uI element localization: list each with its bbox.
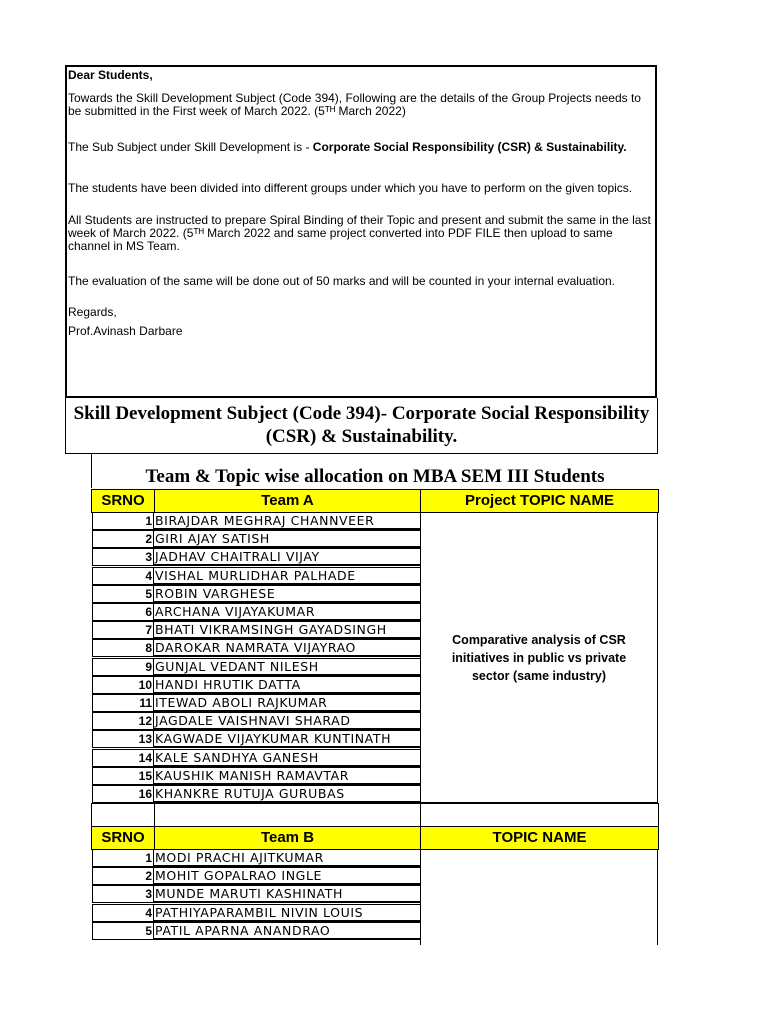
team-a-member-srno: 13 [92, 730, 154, 748]
regards: Regards, [68, 305, 117, 319]
team-a-member-srno: 11 [92, 694, 154, 712]
team-a-member-row [92, 512, 421, 530]
team-b-topic-header: TOPIC NAME [420, 826, 659, 850]
team-a-member-name: ITEWAD ABOLI RAJKUMAR [154, 694, 421, 712]
team-a-member-name: BHATI VIKRAMSINGH GAYADSINGH [154, 621, 421, 639]
team-a-member-name: KAGWADE VIJAYKUMAR KUNTINATH [154, 730, 421, 748]
team-a-member-row [92, 603, 421, 621]
team-b-member-srno: 1 [92, 849, 154, 867]
separator-row-srno [91, 803, 155, 827]
team-b-member-name: PATIL APARNA ANANDRAO [154, 922, 421, 940]
team-b-member-name: MOHIT GOPALRAO INGLE [154, 867, 421, 885]
team-a-member-row [92, 567, 421, 585]
team-b-member-row [92, 904, 421, 922]
notice-para-groups: The students have been divided into different groups under which you have to perform on the given topics. [68, 181, 633, 195]
greeting: Dear Students, [68, 68, 153, 82]
team-a-topic-header: Project TOPIC NAME [420, 489, 659, 513]
team-a-srno-header: SRNO [91, 489, 155, 513]
team-a-member-row [92, 530, 421, 548]
team-b-topic-cell [420, 849, 658, 945]
team-a-member-name: KAUSHIK MANISH RAMAVTAR [154, 767, 421, 785]
team-b-member-row [92, 867, 421, 885]
team-a-member-srno: 1 [92, 512, 154, 530]
notice-para-subject [68, 141, 653, 154]
team-a-topic: Comparative analysis of CSR initiatives in public vs private sector (same industry) [451, 633, 627, 683]
team-b-name-header: Team B [154, 826, 421, 850]
team-a-member-row [92, 639, 421, 657]
team-a-member-srno: 9 [92, 658, 154, 676]
team-a-member-row [92, 749, 421, 767]
team-b-member-name: MODI PRACHI AJITKUMAR [154, 849, 421, 867]
team-a-member-name: ROBIN VARGHESE [154, 585, 421, 603]
team-a-member-name: GUNJAL VEDANT NILESH [154, 658, 421, 676]
team-a-member-row [92, 785, 421, 803]
signature: Prof.Avinash Darbare [68, 324, 183, 338]
team-a-member-srno: 5 [92, 585, 154, 603]
subject-prefix: The Sub Subject under Skill Development is - [68, 140, 313, 154]
team-a-member-srno: 7 [92, 621, 154, 639]
team-b-member-row [92, 885, 421, 903]
team-a-member-row [92, 585, 421, 603]
team-a-name-header: Team A [154, 489, 421, 513]
team-a-member-row [92, 730, 421, 748]
team-a-member-srno: 8 [92, 639, 154, 657]
team-a-member-srno: 16 [92, 785, 154, 803]
notice-para-deadline: Towards the Skill Development Subject (Code 394), Following are the details of the Group Projects needs to be submitted in the First week of March 2022. (5ᵀᴴ March 2022) [68, 91, 641, 118]
notice-para-evaluation: The evaluation of the same will be done out of 50 marks and will be counted in your internal evaluation. [68, 274, 615, 288]
team-a-member-row [92, 658, 421, 676]
team-b-member-srno: 4 [92, 904, 154, 922]
team-a-member-srno: 3 [92, 548, 154, 566]
team-a-member-row [92, 694, 421, 712]
subject-name: Corporate Social Responsibility (CSR) & Sustainability. [312, 140, 627, 154]
team-a-member-srno: 14 [92, 749, 154, 767]
team-a-member-srno: 12 [92, 712, 154, 730]
team-a-member-name: KALE SANDHYA GANESH [154, 749, 421, 767]
team-b-srno-header: SRNO [91, 826, 155, 850]
notice-para-instructions: All Students are instructed to prepare Spiral Binding of their Topic and present and submit the same in the last week of March 2022. (5ᵀᴴ March 2022 and same project converted into PDF FILE then upload to same channel in MS Team. [68, 213, 651, 253]
team-a-member-row [92, 676, 421, 694]
team-a-member-srno: 15 [92, 767, 154, 785]
team-b-member-srno: 3 [92, 885, 154, 903]
team-a-member-name: JADHAV CHAITRALI VIJAY [154, 548, 421, 566]
notice-box [65, 65, 657, 398]
team-a-member-name: JAGDALE VAISHNAVI SHARAD [154, 712, 421, 730]
team-b-member-srno: 5 [92, 922, 154, 940]
team-a-topic-cell [420, 512, 658, 803]
team-a-member-name: ARCHANA VIJAYAKUMAR [154, 603, 421, 621]
team-b-member-row [92, 922, 421, 940]
team-a-member-name: VISHAL MURLIDHAR PALHADE [154, 567, 421, 585]
team-b-member-name: PATHIYAPARAMBIL NIVIN LOUIS [154, 904, 421, 922]
team-a-member-row [92, 548, 421, 566]
team-b-member-name: MUNDE MARUTI KASHINATH [154, 885, 421, 903]
team-b-member-srno: 2 [92, 867, 154, 885]
team-a-member-srno: 6 [92, 603, 154, 621]
team-a-member-srno: 2 [92, 530, 154, 548]
team-a-member-row [92, 767, 421, 785]
team-a-member-srno: 10 [92, 676, 154, 694]
separator-row-name [154, 803, 421, 827]
team-a-member-name: DAROKAR NAMRATA VIJAYRAO [154, 639, 421, 657]
team-a-member-row [92, 712, 421, 730]
team-a-member-name: HANDI HRUTIK DATTA [154, 676, 421, 694]
team-a-member-name: BIRAJDAR MEGHRAJ CHANNVEER [154, 512, 421, 530]
subject-title: Skill Development Subject (Code 394)- Corporate Social Responsibility (CSR) & Sustainability. [65, 398, 658, 454]
team-b-member-row [92, 849, 421, 867]
team-a-member-name: KHANKRE RUTUJA GURUBAS [154, 785, 421, 803]
team-a-member-name: GIRI AJAY SATISH [154, 530, 421, 548]
team-a-member-row [92, 621, 421, 639]
separator-row-topic [420, 803, 659, 827]
team-a-member-srno: 4 [92, 567, 154, 585]
allocation-title: Team & Topic wise allocation on MBA SEM III Students [145, 466, 605, 487]
